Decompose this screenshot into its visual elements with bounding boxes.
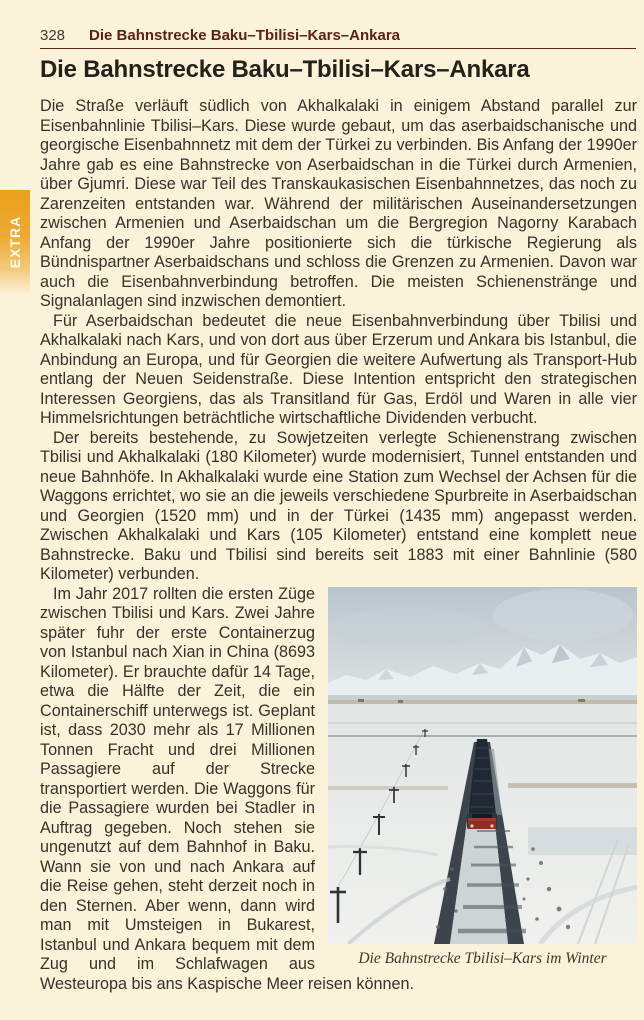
photo-caption: Die Bahnstrecke Tbilisi–Kars im Winter	[358, 949, 607, 967]
train-photo-figure	[328, 587, 637, 969]
running-header-title: Die Bahnstrecke Baku–Tbilisi–Kars–Ankara	[89, 27, 401, 44]
extra-tab-label: EXTRA	[7, 215, 24, 269]
extra-margin-tab	[0, 190, 30, 294]
foothills	[328, 695, 637, 705]
paragraph-2: Für Aserbaidschan bedeutet die neue Eisenbahnverbindung über Tbilisi und Akhalkalaki nach Kars, und von dort aus über Erzerum und Ankara bis Istanbul, die Anbindung an Europa, und für Georgien die weitere Aufwertung als Transport-Hub entlang der Neuen Seidenstraße. Diese Intention entspricht den strategischen Interessen Georgiens, das als Transitland für Gas, Erdöl und Waren in alle vier Himmelsrichtungen beträchtliche wirtschaftliche Dividenden verbucht.	[40, 311, 637, 427]
paragraph-4: Im Jahr 2017 rollten die ersten Züge zwischen Tbilisi und Kars. Zwei Jahre später fuhr der erste Containerzug von Istanbul nach Xian in China (8693 Kilometer). Er brauchte dafür 14 Tage, etwa die Hälfte der Zeit, die ein Containerschiff unterwegs ist. Geplant ist, dass 2030 mehr als 17 Millionen Tonnen Fracht und drei Millionen Passagiere auf der Strecke transportiert werden. Die Waggons für die Passagiere wurden bei Stadler in Auftrag gegeben. Noch stehen sie ungenutzt auf dem Bahnhof in Baku. Wann sie von und nach Ankara auf die Reise gehen, steht derzeit noch in den Sternen. Aber wenn, dann wird man mit Umsteigen in Bukarest, Istanbul und Ankara bequem mit dem Zug und im Schlafwagen aus Westeuropa bis ans Kaspische Meer reisen können.	[40, 584, 415, 993]
article-body	[40, 97, 637, 994]
train-in-snow-illustration	[328, 587, 637, 944]
article-title: Die Bahnstrecke Baku–Tbilisi–Kars–Ankara	[40, 56, 530, 83]
running-header	[40, 27, 636, 49]
paragraph-3: Der bereits bestehende, zu Sowjetzeiten verlegte Schienenstrang zwischen Tbilisi und Akhalkalaki (180 Kilometer) wurde modernisiert, Tunnel entstanden und neue Bahnhöfe. In Akhalkalaki wurde eine Station zum Wechsel der Achsen für die Waggons errichtet, wo sie an die jeweils verschiedene Spurbreite in Aserbaidschan und Georgien (1520 mm) und in der Türkei (1435 mm) angepasst werden. Zwischen Akhalkalaki und Kars (105 Kilometer) entstand eine komplett neue Bahnstrecke. Baku und Tbilisi sind bereits seit 1883 mit einer Bahnlinie (580 Kilometer) verbunden.	[40, 428, 637, 583]
train-photo	[328, 587, 637, 944]
article	[40, 56, 637, 994]
paragraph-1: Die Straße verläuft südlich von Akhalkalaki in einigem Abstand parallel zur Eisenbahnlinie Tbilisi–Kars. Diese wurde gebaut, um das aserbaidschanische und georgische Eisenbahnnetz mit dem der Türkei zu verbinden. Bis Anfang der 1990er Jahre gab es eine Bahnstrecke von Aserbaidschan in die Türkei durch Armenien, über Gjumri. Diese war Teil des Transkaukasischen Eisenbahnnetzes, das noch zu Zarenzeiten entstanden war. Während der militärischen Auseinandersetzungen zwischen Armenien und Aserbaidschan um die Bergregion Nagorny Karabach Anfang der 1990er Jahre positionierte sich die türkische Regierung als Bündnispartner Aserbaidschans und schloss die Grenzen zu Armenien. Davon war auch die Eisenbahnverbindung betroffen. Die meisten Schienenstränge und Signalanlagen sind inzwischen demontiert.	[40, 97, 637, 310]
page-number: 328	[40, 27, 66, 44]
